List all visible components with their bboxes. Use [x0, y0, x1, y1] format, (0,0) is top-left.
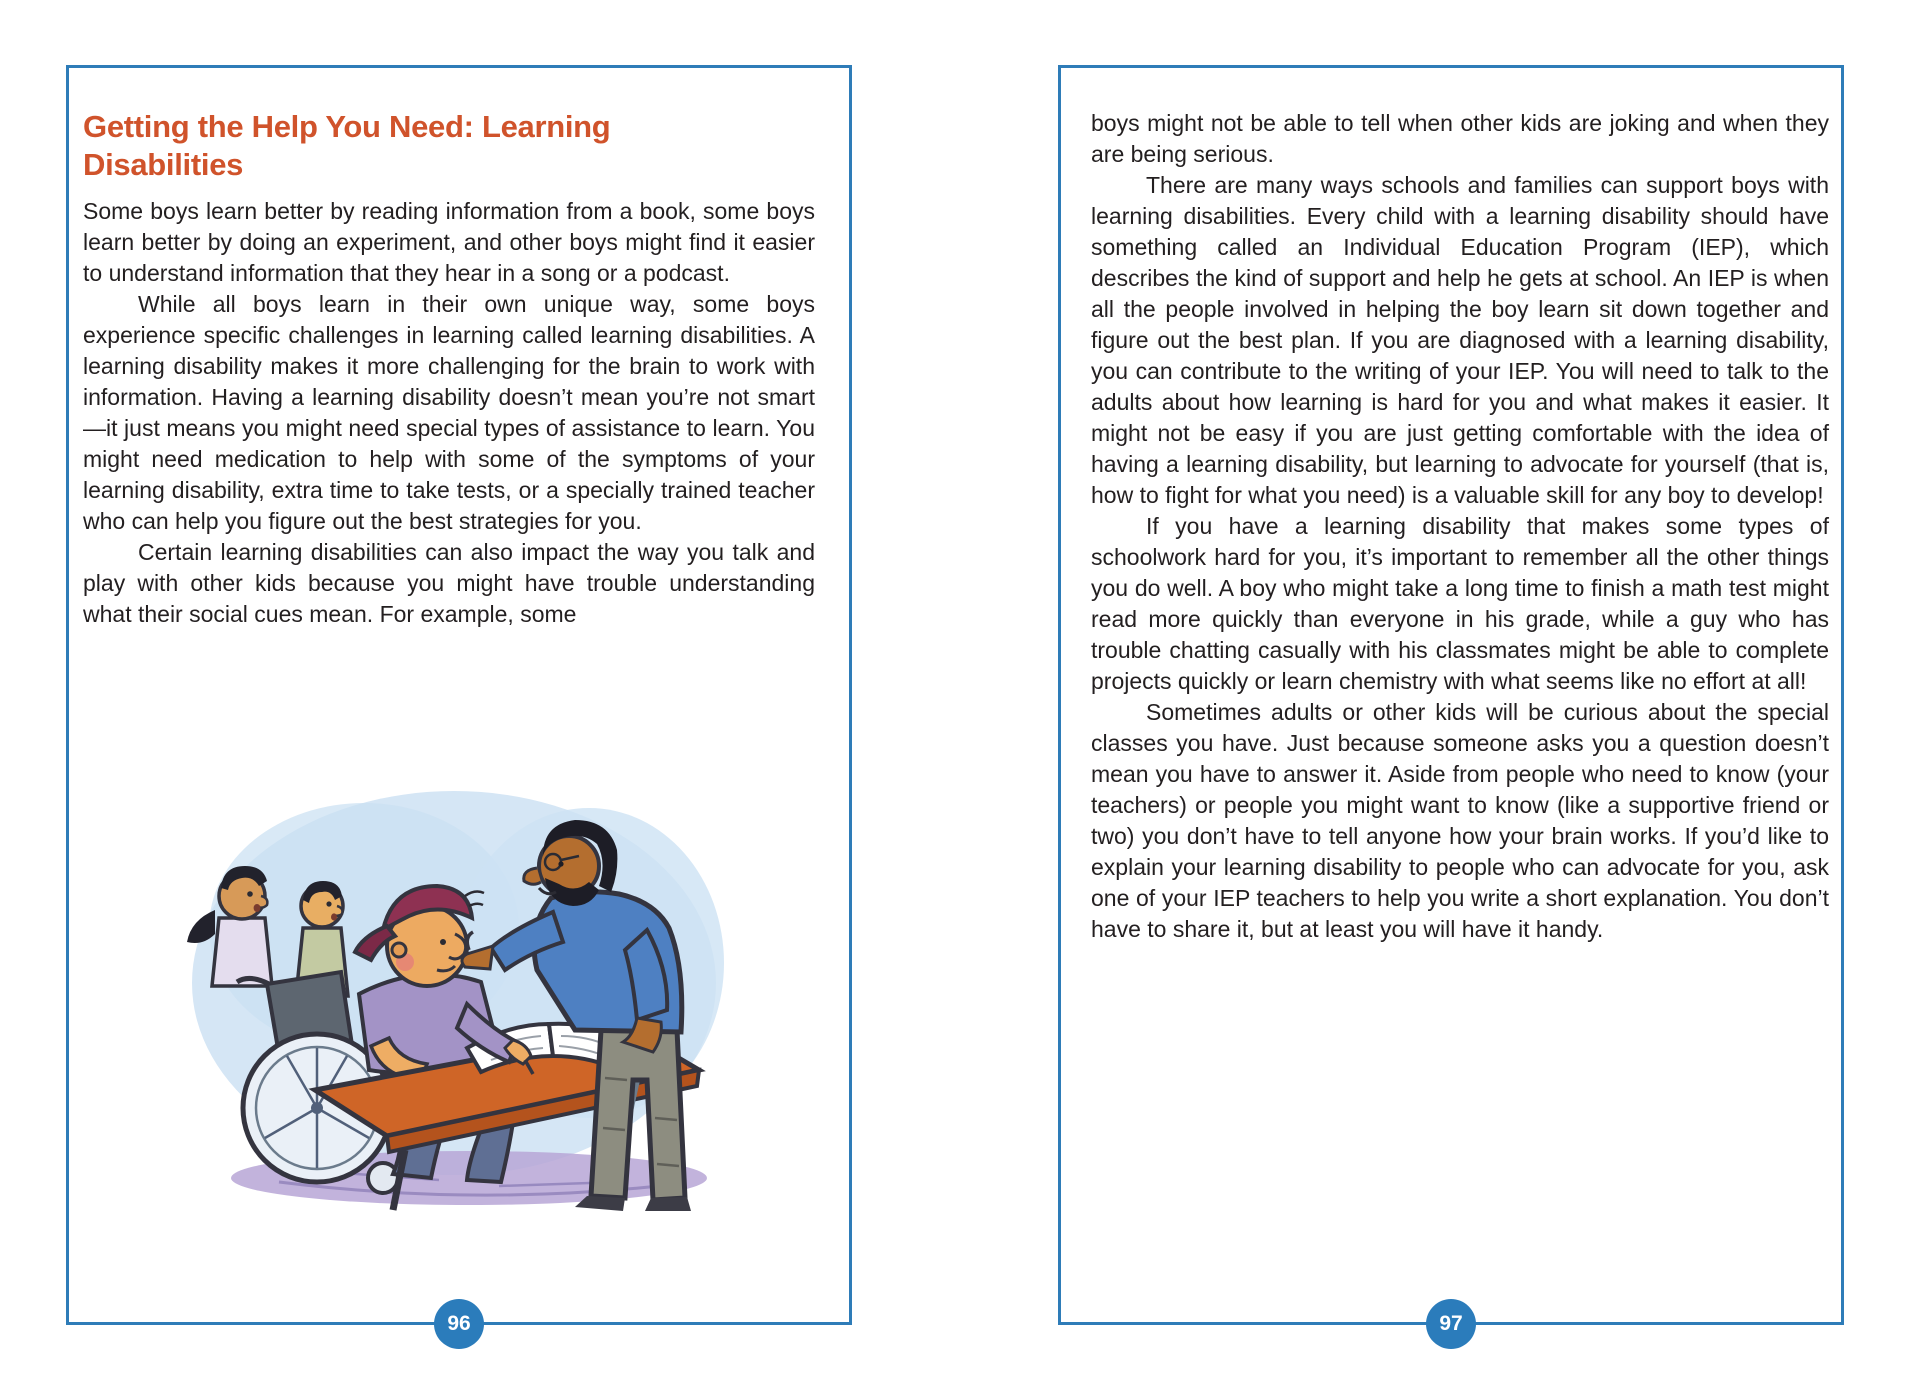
paragraph: Certain learning disabilities can also impact the way you talk and play with other kids because you might have trouble understanding what their social cues mean. For example, some: [83, 539, 815, 627]
paragraph: Sometimes adults or other kids will be curious about the special classes you have. Just because someone asks you a question doesn’t mean you have to answer it. Aside from people who need to know (your teachers) or people you might want to know (like a supportive friend or two) you don’t have to tell anyone how your brain works. If you’d like to explain your learning disability to people who can advocate for you, ask one of your IEP teachers to help you write a short explanation. You don’t have to share it, but at least you will have it handy.: [1091, 699, 1829, 942]
chapter-heading: [83, 108, 815, 184]
book-page-left: [66, 65, 852, 1335]
paragraph: If you have a learning disability that makes some types of schoolwork hard for you, it’s important to remember all the other things you do well. A boy who might take a long time to finish a math test might read more quickly than everyone in his grade, while a guy who has trouble chatting casually with his classmates might be able to complete projects quickly or learn chemistry with what seems like no effort at all!: [1091, 513, 1829, 694]
heading-line-2: Disabilities: [83, 147, 244, 182]
paragraph: There are many ways schools and families can support boys with learning disabilities. Every child with a learning disability should have something called an Individual Education Program (IEP), which describes the kind of support and help he gets at school. An IEP is when all the people involved in helping the boy learn sit down together and figure out the best plan. If you are diagnosed with a learning disability, you can contribute to the writing of your IEP. You will need to talk to the adults about how learning is hard for you and what makes it easier. It might not be easy if you are just getting comfortable with the idea of having a learning disability, but learning to advocate for yourself (that is, how to fight for what you need) is a valuable skill for any boy to develop!: [1091, 172, 1829, 508]
page-number-badge: 96: [434, 1299, 484, 1349]
page-number-badge: 97: [1426, 1299, 1476, 1349]
illustration-classroom-scene: [83, 778, 815, 1218]
paragraph: boys might not be able to tell when other kids are joking and when they are being serious.: [1091, 110, 1829, 167]
paragraph: Some boys learn better by reading information from a book, some boys learn better by doing an experiment, and other boys might find it easier to understand information that they hear in a song or a podcast.: [83, 198, 815, 286]
book-page-right: [1058, 65, 1844, 1335]
heading-line-1: Getting the Help You Need: Learning: [83, 109, 611, 144]
illustration-svg: [169, 778, 729, 1218]
paragraph: While all boys learn in their own unique way, some boys experience specific challenges in learning called learning disabilities. A learning disability makes it more challenging for the brain to work with information. Having a learning disability doesn’t mean you’re not smart—it just means you might need special types of assistance to learn. You might need medication to help with some of the symptoms of your learning disability, extra time to take tests, or a specially trained teacher who can help you figure out the best strategies for you.: [83, 291, 815, 534]
